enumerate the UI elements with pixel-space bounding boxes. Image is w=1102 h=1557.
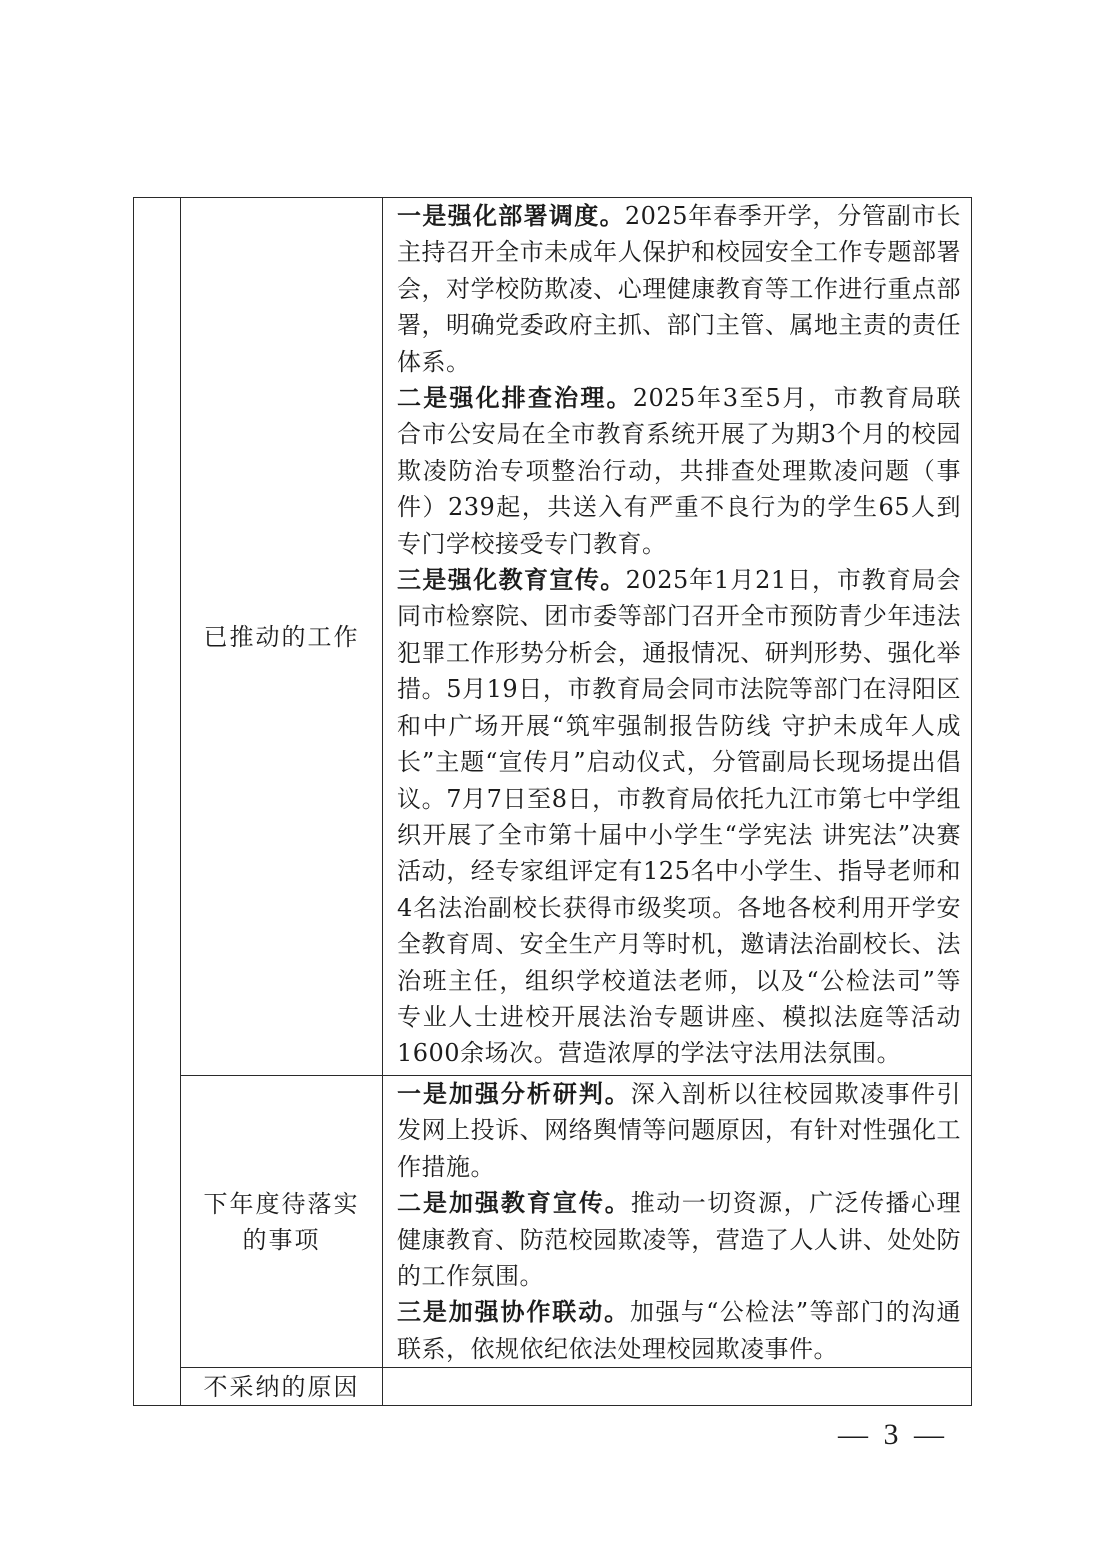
paragraph-lead: 二是强化排查治理。 [397,384,633,413]
paragraph-text: 2025年1月21日，市教育局会同市检察院、团市委等部门召开全市预防青少年违法犯罪工作形势分析会，通报情况、研判形势、强化举措。5月19日，市教育局会同市法院等部门在浔阳区和中广场开展“筑牢强制报告防线 守护未成年人成长”主题“宣传月”启动仪式，分管副局长现场提出倡议。7月7日至8日，市教育局依托九江市第七中学组织开展了全市第十届中小学生“学宪法 讲宪法”决赛活动，经专家组评定有125名中小学生、指导老师和4名法治副校长获得市级奖项。各地各校利用开学安全教育周、安全生产月等时机，邀请法治副校长、法治班主任，组织学校道法老师，以及“公检法司”等专业人士进校开展法治专题讲座、模拟法庭等活动1600余场次。营造浓厚的学法守法用法氛围。 [397,566,962,1068]
label-next-year-items: 下年度待落实的事项 [181,1076,383,1368]
table-row-reject [134,1368,972,1406]
blank-outer-column [134,198,181,1406]
paragraph-lead: 一是强化部署调度。 [397,202,625,230]
table-row-next-year [134,1076,972,1368]
paragraph-1 [397,198,961,380]
label-reject-reason: 不采纳的原因 [181,1368,383,1406]
paragraph-lead: 一是加强分析研判。 [397,1080,631,1108]
content-reject-reason [383,1368,972,1406]
paragraph-1 [397,1076,961,1185]
content-next-year-items [383,1076,972,1368]
paragraph-3 [397,562,961,1072]
paragraph-2 [397,1185,961,1294]
paragraph-text: 2025年3至5月，市教育局联合市公安局在全市教育系统开展了为期3个月的校园欺凌防治专项整治行动，共排查处理欺凌问题（事件）239起，共送入有严重不良行为的学生65人到专门学校接受专门教育。 [397,384,961,558]
paragraph-3 [397,1294,961,1367]
paragraph-lead: 三是强化教育宣传。 [397,566,626,595]
paragraph-lead: 二是加强教育宣传。 [397,1189,631,1218]
paragraph-2 [397,380,961,562]
label-pushed-work: 已推动的工作 [181,198,383,1076]
paragraph-text: 加强与“公检法”等部门的沟通联系，依规依纪依法处理校园欺凌事件。 [397,1298,962,1363]
paragraph-lead: 三是加强协作联动。 [397,1298,630,1327]
page-number: — 3 — [838,1418,948,1451]
paragraph-text: 深入剖析以往校园欺凌事件引发网上投诉、网络舆情等问题原因，有针对性强化工作措施。 [397,1080,962,1181]
paragraph-text: 推动一切资源，广泛传播心理健康教育、防范校园欺凌等，营造了人人讲、处处防的工作氛围。 [397,1189,962,1291]
content-pushed-work [383,198,972,1076]
report-table [133,197,972,1406]
paragraph-text: 2025年春季开学，分管副市长主持召开全市未成年人保护和校园安全工作专题部署会，对学校防欺凌、心理健康教育等工作进行重点部署，明确党委政府主抓、部门主管、属地主责的责任体系。 [397,202,961,376]
table-row-pushed [134,198,972,1076]
